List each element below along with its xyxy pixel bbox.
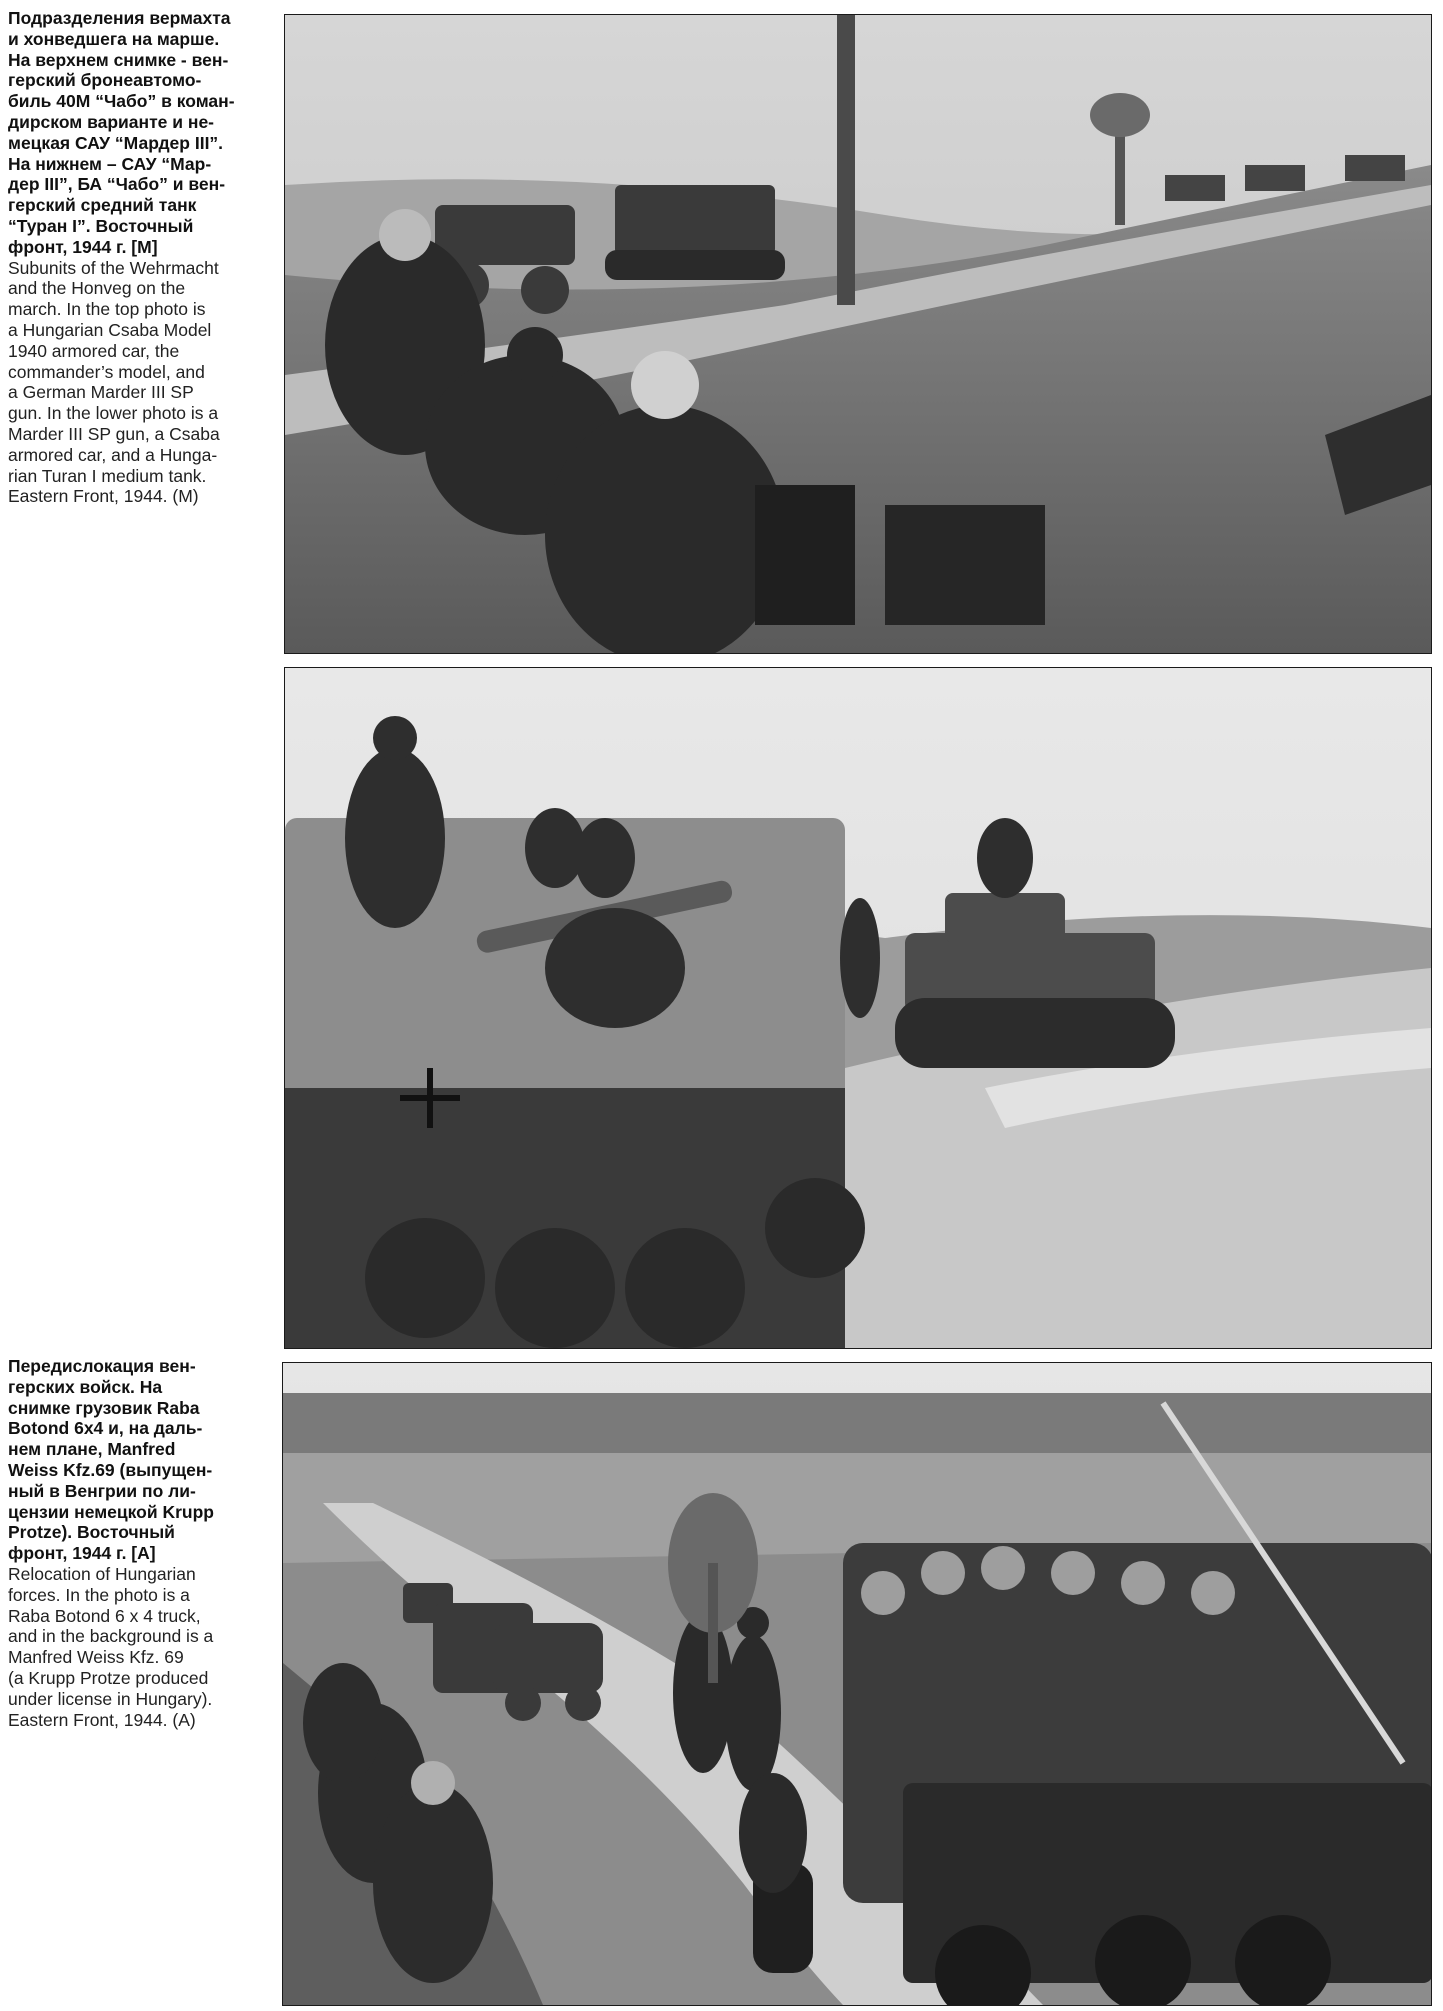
photo-top-image: [285, 15, 1431, 653]
caption-line: герских войск. На: [8, 1376, 163, 1397]
caption-line: 1940 armored car, the: [8, 340, 180, 361]
caption-line: Подразделения вермахта: [8, 8, 231, 28]
caption-line: нем плане, Manfred: [8, 1439, 176, 1460]
caption-line: under license in Hungary).: [8, 1688, 213, 1709]
caption-line: Передислокация вен-: [8, 1356, 196, 1376]
caption-line: биль 40M “Чабо” в коман-: [8, 91, 235, 112]
caption-line: armored car, and a Hunga-: [8, 444, 218, 465]
caption-bottom-russian: [8, 1356, 264, 1564]
caption-line: герский бронеавтомо-: [8, 70, 202, 91]
photo-top: [284, 14, 1432, 654]
caption-top: [8, 8, 264, 507]
caption-line: and the Honveg on the: [8, 278, 186, 299]
caption-line: и хонведшега на марше.: [8, 28, 220, 49]
caption-line: Weiss Kfz.69 (выпущен-: [8, 1459, 213, 1480]
photo-middle-image: [285, 668, 1431, 1348]
caption-line: фронт, 1944 г. [M]: [8, 236, 158, 257]
caption-line: мецкая САУ “Мардер III”.: [8, 132, 224, 153]
caption-line: a German Marder III SP: [8, 382, 194, 403]
caption-line: “Туран I”. Восточный: [8, 215, 194, 236]
photo-bottom: [282, 1362, 1432, 2006]
caption-line: снимке грузовик Raba: [8, 1397, 200, 1418]
caption-line: ный в Венгрии по ли-: [8, 1480, 196, 1501]
caption-line: forces. In the photo is a: [8, 1584, 190, 1605]
caption-line: фронт, 1944 г. [A]: [8, 1543, 156, 1564]
caption-line: gun. In the lower photo is a: [8, 403, 219, 424]
caption-bottom: [8, 1356, 264, 1730]
caption-line: Marder III SP gun, a Csaba: [8, 423, 220, 444]
caption-line: Raba Botond 6 x 4 truck,: [8, 1605, 201, 1626]
caption-line: a Hungarian Csaba Model: [8, 319, 212, 340]
caption-line: герский средний танк: [8, 195, 197, 216]
caption-line: march. In the top photo is: [8, 299, 206, 320]
photo-bottom-image: [283, 1363, 1431, 2005]
caption-bottom-english: [8, 1564, 264, 1730]
caption-line: Subunits of the Wehrmacht: [8, 257, 219, 278]
caption-line: Relocation of Hungarian: [8, 1563, 196, 1584]
caption-line: дирском варианте и не-: [8, 111, 215, 132]
caption-top-russian: [8, 8, 264, 258]
caption-line: commander’s model, and: [8, 361, 205, 382]
caption-line: Eastern Front, 1944. (M): [8, 486, 199, 507]
caption-top-english: [8, 258, 264, 508]
caption-line: На верхнем снимке - вен-: [8, 49, 229, 70]
photo-middle: [284, 667, 1432, 1349]
caption-line: Manfred Weiss Kfz. 69: [8, 1647, 184, 1668]
caption-line: Protze). Восточный: [8, 1522, 175, 1543]
caption-line: Botond 6x4 и, на даль-: [8, 1418, 203, 1439]
caption-line: На нижнем – САУ “Мар-: [8, 153, 212, 174]
caption-line: Eastern Front, 1944. (A): [8, 1709, 196, 1730]
caption-line: and in the background is a: [8, 1626, 214, 1647]
caption-line: дер III”, БА “Чабо” и вен-: [8, 174, 226, 195]
caption-line: цензии немецкой Krupp: [8, 1501, 215, 1522]
caption-line: rian Turan I medium tank.: [8, 465, 207, 486]
caption-line: (a Krupp Protze produced: [8, 1667, 209, 1688]
